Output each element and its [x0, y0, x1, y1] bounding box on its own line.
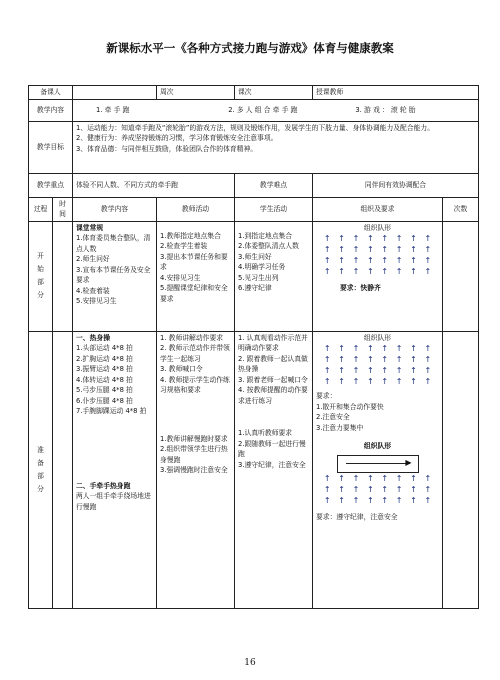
up-arrow-icon: ↑: [410, 377, 417, 387]
track-lane: [346, 463, 410, 464]
goal-line-3: 3、体育品德：与同伴相互鼓励，体验团队合作的体育精神。: [76, 144, 258, 153]
up-arrow-icon: ↑: [352, 355, 360, 365]
up-arrow-icon: ↑: [323, 267, 331, 277]
prep-time: [53, 331, 73, 608]
up-arrow-icon: ↑: [424, 484, 432, 494]
goal-line-2: 2、健康行为：养成坚持锻炼的习惯，学习体育锻炼安全注意事项。: [76, 134, 278, 143]
column-header-row: [29, 197, 479, 221]
goal-line-1: 1、运动能力：知道牵手跑及“滚轮胎”的游戏方法，规则及锻炼作用，发展学生的下肢力量、身体协调能力及配合能力。: [76, 123, 435, 132]
up-arrow-icon: ↑: [352, 377, 360, 387]
up-arrow-icon: ↑: [424, 234, 432, 244]
up-arrow-icon: ↑: [338, 355, 345, 365]
warmup-req-3: 2.注意安全: [316, 413, 350, 422]
up-arrow-icon: ↑: [338, 495, 345, 505]
prep-org: [313, 331, 443, 608]
content-item-3: 3. 游 戏 ： 滚 轮 胎: [355, 105, 416, 114]
up-arrow-icon: ↑: [366, 366, 374, 376]
goals-label: 教学目标: [29, 121, 73, 173]
start-student-5: 5.见习生出列: [238, 273, 279, 282]
col-count: 次数: [443, 197, 479, 221]
up-arrow-icon: ↑: [352, 267, 360, 277]
col-org: 组织及要求: [313, 197, 443, 221]
up-arrow-icon: ↑: [323, 256, 331, 266]
warmup-item-3: 3.振臂运动 4*8 拍: [76, 365, 133, 374]
prep-content: [73, 331, 157, 608]
start-student-4: 4.明确学习任务: [238, 263, 286, 272]
warmup-student-3: 3. 跟着老师一起喊口令: [238, 375, 308, 384]
start-time: [53, 221, 73, 331]
up-arrow-icon: ↑: [424, 355, 432, 365]
prep-student: [235, 331, 313, 608]
up-arrow-icon: ↑: [352, 473, 360, 483]
up-arrow-icon: ↑: [338, 484, 345, 494]
content-items: [73, 99, 479, 121]
prep-section-row: [29, 331, 479, 608]
right-arrow-icon: ▶: [405, 457, 412, 467]
content-item-2: 2. 多 人 组 合 牵 手 跑: [228, 105, 298, 114]
start-content: [73, 221, 157, 331]
goals-row: [29, 121, 479, 173]
up-arrow-icon: ↑: [410, 355, 417, 365]
up-arrow-icon: ↑: [352, 495, 360, 505]
up-arrow-icon: ↑: [323, 484, 331, 494]
up-arrow-icon: ↑: [395, 256, 403, 266]
start-teacher-3: 3.提出本节课任务和要求: [160, 252, 228, 272]
warmup-student-4: 4. 按教师提醒的动作要求进行练习: [238, 386, 308, 405]
up-arrow-icon: ↑: [395, 484, 403, 494]
formation-row: [316, 244, 439, 255]
label-period: 课次: [235, 86, 313, 100]
start-count: [443, 221, 479, 331]
up-arrow-icon: ↑: [424, 245, 432, 255]
up-arrow-icon: ↑: [381, 495, 389, 505]
warmup-item-5: 5.弓步压腿 4*8 拍: [76, 386, 133, 395]
warmup-item-7: 7.手腕脚踝运动 4*8 拍: [76, 407, 147, 416]
key-text: 体验不同人数、不同方式的牵手跑: [73, 173, 235, 197]
content-label: 教学内容: [29, 99, 73, 121]
up-arrow-icon: ↑: [366, 473, 374, 483]
up-arrow-icon: ↑: [352, 234, 360, 244]
lesson-plan-table-wrapper: [28, 85, 478, 609]
col-student: 学生活动: [235, 197, 313, 221]
start-formation: [316, 233, 439, 277]
formation-row: [316, 255, 439, 266]
formation-row: [316, 376, 439, 387]
up-arrow-icon: ↑: [410, 495, 417, 505]
lesson-plan-table: [28, 85, 479, 609]
warmup-teacher-1: 1. 教师讲解动作要求: [160, 333, 224, 342]
up-arrow-icon: ↑: [410, 473, 417, 483]
formation-row: [316, 233, 439, 244]
formation-row: [316, 266, 439, 277]
up-arrow-icon: ↑: [395, 267, 403, 277]
run-content: 两人一组手牵手绕场地进行慢跑: [76, 492, 151, 511]
warmup-req: [316, 391, 439, 433]
up-arrow-icon: ↑: [410, 484, 417, 494]
up-arrow-icon: ↑: [323, 355, 331, 365]
up-arrow-icon: ↑: [323, 234, 331, 244]
warmup-teacher-4: 4. 教师提示学生动作练习规格和要求: [160, 375, 230, 395]
up-arrow-icon: ↑: [352, 484, 360, 494]
content-row: [29, 99, 479, 121]
up-arrow-icon: ↑: [381, 484, 389, 494]
up-arrow-icon: ↑: [366, 495, 374, 505]
run-teacher-3: 3.强调慢跑时注意安全: [160, 466, 228, 475]
start-org-title: 组织队形: [363, 223, 392, 232]
col-content: 教学内容: [73, 197, 157, 221]
up-arrow-icon: ↑: [424, 267, 432, 277]
start-section-label: 开始部分: [29, 221, 53, 331]
run-heading: 二、手牵手热身跑: [76, 481, 131, 490]
formation-row: [316, 343, 439, 354]
up-arrow-icon: ↑: [424, 366, 432, 376]
warmup-item-4: 4.体转运动 4*8 拍: [76, 375, 133, 384]
up-arrow-icon: ↑: [395, 495, 403, 505]
up-arrow-icon: ↑: [395, 245, 403, 255]
warmup-req-1: 要求：: [316, 392, 337, 401]
up-arrow-icon: ↑: [338, 267, 345, 277]
up-arrow-icon: ↑: [395, 344, 403, 354]
start-content-2: 2.师生问好: [76, 255, 110, 264]
formation-row: [316, 484, 439, 495]
up-arrow-icon: ↑: [424, 256, 432, 266]
label-teacher: 授课教师: [313, 86, 479, 100]
start-heading: 课堂常规: [76, 223, 104, 232]
up-arrow-icon: ↑: [381, 355, 389, 365]
start-student-2: 2.体委整队清点人数: [238, 242, 299, 251]
up-arrow-icon: ↑: [381, 234, 389, 244]
up-arrow-icon: ↑: [338, 366, 345, 376]
start-org: [313, 221, 443, 331]
col-process: 过程: [29, 197, 53, 221]
hard-text: 同伴间有效协调配合: [313, 173, 479, 197]
label-week: 周次: [157, 86, 235, 100]
warmup-student-1: 1. 认真观看动作示范并明确动作要求: [238, 333, 308, 353]
up-arrow-icon: ↑: [338, 377, 345, 387]
content-item-1: 1. 牵 手 跑: [96, 105, 130, 114]
hard-label: 教学难点: [235, 173, 313, 197]
start-student: [235, 221, 313, 331]
formation-row: [316, 473, 439, 484]
up-arrow-icon: ↑: [381, 267, 389, 277]
col-time: 时间: [53, 197, 73, 221]
up-arrow-icon: ↑: [366, 234, 374, 244]
label-preparer: 备课人: [29, 86, 73, 100]
warmup-teacher-3: 3. 教师喊口令: [160, 365, 203, 374]
up-arrow-icon: ↑: [338, 473, 345, 483]
warmup-student-2: 2. 跟着教师一起认真做热身操: [238, 354, 308, 374]
up-arrow-icon: ↑: [410, 245, 417, 255]
up-arrow-icon: ↑: [352, 256, 360, 266]
up-arrow-icon: ↑: [366, 355, 374, 365]
start-content-1: 1.体育委员集合整队，清点人数: [76, 234, 151, 253]
start-content-3: 3.宣布本节课任务及安全要求: [76, 265, 151, 285]
up-arrow-icon: ↑: [366, 344, 374, 354]
up-arrow-icon: ↑: [424, 377, 432, 387]
prep-count: [443, 331, 479, 608]
up-arrow-icon: ↑: [366, 256, 374, 266]
up-arrow-icon: ↑: [410, 366, 417, 376]
up-arrow-icon: ↑: [424, 473, 432, 483]
warmup-heading: 一、热身操: [76, 333, 110, 342]
start-org-requirement: 要求：快静齐: [340, 284, 381, 293]
up-arrow-icon: ↑: [366, 267, 374, 277]
prep-section-label: 准备部分: [29, 331, 53, 608]
start-teacher-2: 2.检查学生着装: [160, 242, 208, 251]
warmup-item-2: 2.扩胸运动 4*8 拍: [76, 354, 133, 363]
col-teacher: 教师活动: [157, 197, 235, 221]
up-arrow-icon: ↑: [381, 377, 389, 387]
up-arrow-icon: ↑: [352, 366, 360, 376]
run-req: 要求：遵守纪律，注意安全: [316, 512, 398, 521]
up-arrow-icon: ↑: [323, 473, 331, 483]
start-student-1: 1.到指定地点集合: [238, 231, 293, 240]
page-number: 16: [244, 658, 256, 668]
header-row: [29, 86, 479, 100]
up-arrow-icon: ↑: [352, 245, 360, 255]
up-arrow-icon: ↑: [395, 377, 403, 387]
start-teacher-1: 1.教师指定地点集合: [160, 231, 221, 240]
value-preparer: [73, 86, 157, 100]
start-student-3: 3.师生问好: [238, 252, 272, 261]
start-teacher-5: 5.提醒课堂纪律和安全要求: [160, 284, 228, 303]
warmup-teacher-2: 2. 教师示范动作并带领学生一起练习: [160, 344, 230, 363]
start-teacher: [157, 221, 235, 331]
up-arrow-icon: ↑: [338, 234, 345, 244]
up-arrow-icon: ↑: [352, 344, 360, 354]
warmup-item-1: 1.头部运动 4*8 拍: [76, 344, 133, 353]
up-arrow-icon: ↑: [424, 495, 432, 505]
up-arrow-icon: ↑: [323, 344, 331, 354]
run-teacher-2: 2.组织带领学生进行热身慢跑: [160, 445, 228, 464]
up-arrow-icon: ↑: [338, 245, 345, 255]
up-arrow-icon: ↑: [338, 344, 345, 354]
key-label: 教学重点: [29, 173, 73, 197]
run-student-3: 3.遵守纪律，注意安全: [238, 460, 306, 469]
up-arrow-icon: ↑: [395, 355, 403, 365]
up-arrow-icon: ↑: [395, 366, 403, 376]
up-arrow-icon: ↑: [323, 366, 331, 376]
start-content-4: 4.检查着装: [76, 286, 110, 295]
up-arrow-icon: ↑: [338, 256, 345, 266]
goals-text: [73, 121, 479, 173]
prep-teacher: [157, 331, 235, 608]
up-arrow-icon: ↑: [410, 267, 417, 277]
formation-row: [316, 495, 439, 506]
up-arrow-icon: ↑: [323, 377, 331, 387]
up-arrow-icon: ↑: [323, 495, 331, 505]
warmup-req-2: 1.散开和集合动作要快: [316, 402, 384, 411]
start-teacher-4: 4.安排见习生: [160, 273, 201, 282]
warmup-req-4: 3.注意力要集中: [316, 423, 364, 432]
up-arrow-icon: ↑: [410, 256, 417, 266]
formation-row: [316, 365, 439, 376]
up-arrow-icon: ↑: [410, 234, 417, 244]
start-content-5: 5.安排见习生: [76, 297, 117, 306]
up-arrow-icon: ↑: [366, 484, 374, 494]
up-arrow-icon: ↑: [381, 256, 389, 266]
formation-row: [316, 354, 439, 365]
up-arrow-icon: ↑: [381, 245, 389, 255]
up-arrow-icon: ↑: [381, 473, 389, 483]
warmup-formation: [316, 343, 439, 387]
run-student-2: 2.跟随教师一起进行慢跑: [238, 439, 306, 459]
up-arrow-icon: ↑: [395, 234, 403, 244]
run-formation: [316, 473, 439, 506]
up-arrow-icon: ↑: [366, 377, 374, 387]
up-arrow-icon: ↑: [381, 366, 389, 376]
run-student-1: 1.认真听教师要求: [238, 429, 293, 438]
start-student-6: 6.遵守纪律: [238, 284, 272, 293]
difficulty-row: [29, 173, 479, 197]
page-title: 新课标水平一《各种方式接力跑与游戏》体育与健康教案: [106, 41, 394, 55]
run-teacher-1: 1.教师讲解慢跑时要求: [160, 434, 228, 443]
up-arrow-icon: ↑: [395, 473, 403, 483]
up-arrow-icon: ↑: [323, 245, 331, 255]
start-section-row: [29, 221, 479, 331]
up-arrow-icon: ↑: [424, 344, 432, 354]
up-arrow-icon: ↑: [410, 344, 417, 354]
running-track-diagram: [337, 455, 419, 473]
up-arrow-icon: ↑: [381, 344, 389, 354]
up-arrow-icon: ↑: [366, 245, 374, 255]
warmup-item-6: 6.仆步压腿 4*8 拍: [76, 396, 133, 405]
warmup-org-title: 组织队形: [363, 333, 392, 342]
run-org-title: 组织队形: [363, 442, 392, 451]
